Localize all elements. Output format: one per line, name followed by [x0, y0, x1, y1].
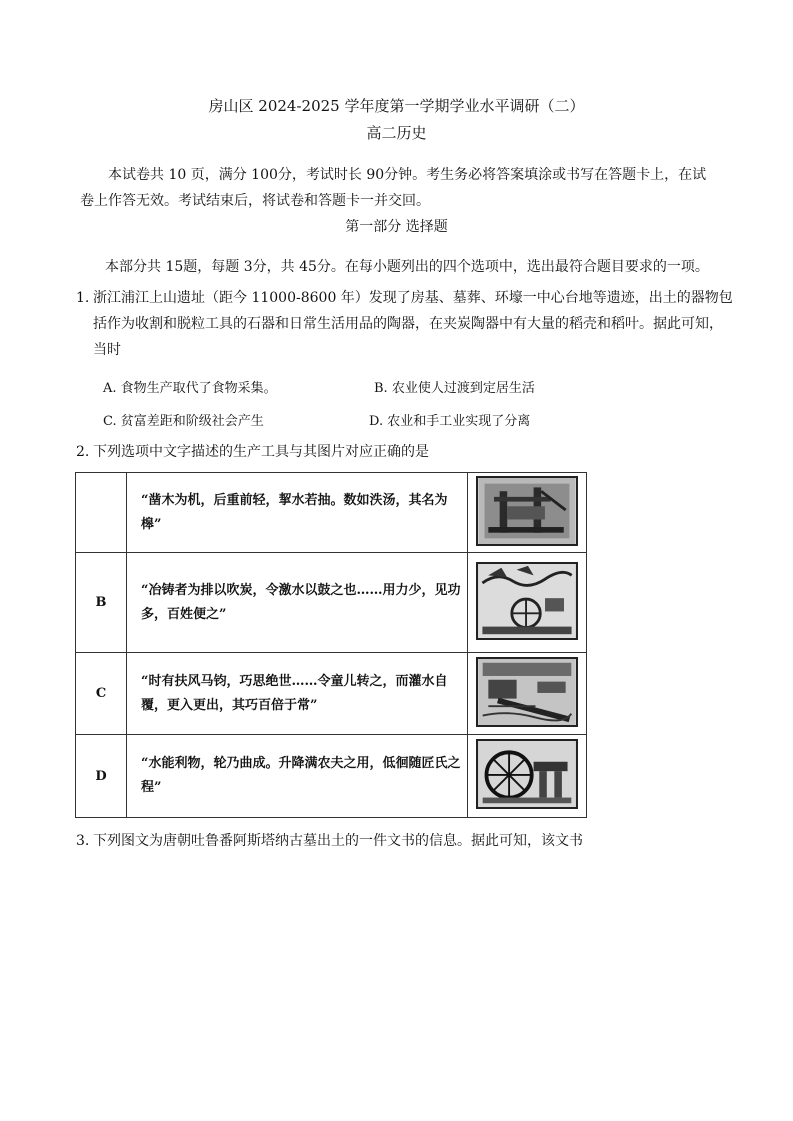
- row-quote: “时有扶风马钧，巧思绝世……令童儿转之，而灌水自覆，更入更出，其巧百倍于常”: [127, 653, 468, 735]
- water-bellows-picture: [476, 562, 578, 640]
- loom-illustration: [478, 478, 576, 544]
- exam-subject: 高二历史: [366, 124, 427, 142]
- waterwheel-picture: [476, 739, 578, 809]
- row-quote: “冶铸者为排以吹炭，令激水以鼓之也……用力少，见功多，百姓便之”: [127, 553, 468, 653]
- question-3-number: 3.: [76, 833, 90, 849]
- question-3: [76, 828, 736, 854]
- question-3-stem: 下列图文为唐朝吐鲁番阿斯塔纳古墓出土的一件文书的信息。据此可知，该文书: [93, 833, 583, 849]
- question-1: [76, 285, 736, 363]
- q1-option-a: A. 食物生产取代了食物采集。: [103, 381, 277, 396]
- q1-option-b: B. 农业使人过渡到定居生活: [374, 381, 535, 396]
- q1-option-d: D. 农业和手工业实现了分离: [369, 414, 531, 429]
- q1-option-c: C. 贫富差距和阶级社会产生: [103, 414, 264, 429]
- exam-title: 房山区 2024-2025 学年度第一学期学业水平调研（二）: [208, 97, 585, 115]
- q2-options-table: [75, 472, 587, 818]
- row-label: [76, 473, 127, 553]
- question-2-stem: 下列选项中文字描述的生产工具与其图片对应正确的是: [93, 444, 429, 460]
- row-label: B: [76, 553, 127, 653]
- table-row: [76, 473, 587, 553]
- table-row: [76, 553, 587, 653]
- square-pallet-pump-illustration: [478, 659, 576, 725]
- table-row: [76, 735, 587, 818]
- exam-instructions: 本试卷共 10 页，满分 100分，考试时长 90分钟。考生务必将答案填涂或书写在答题卡上，在试卷上作答无效。考试结束后，将试卷和答题卡一并交回。: [80, 167, 707, 209]
- question-1-number: 1.: [76, 290, 90, 306]
- loom-picture: [476, 476, 578, 546]
- row-quote: “水能利物，轮乃曲成。升降满农夫之用，低徊随匠氏之程”: [127, 735, 468, 818]
- water-bellows-illustration: [478, 564, 576, 638]
- part1-intro: 本部分共 15题，每题 3分，共 45分。在每小题列出的四个选项中，选出最符合题目要求的一项。: [105, 259, 709, 275]
- question-1-stem: 浙江浦江上山遗址（距今 11000-8600 年）发现了房基、墓葬、环壕一中心台地等遗迹，出土的器物包括作为收割和脱粒工具的石器和日常生活用品的陶器，在夹炭陶器中有大量的稻壳和稻叶。据此可知，当时: [93, 290, 733, 358]
- row-label: C: [76, 653, 127, 735]
- table-row: [76, 653, 587, 735]
- row-quote: “凿木为机，后重前轻，挈水若抽。数如泆汤，其名为槔”: [127, 473, 468, 553]
- square-pallet-pump-picture: [476, 657, 578, 727]
- waterwheel-illustration: [478, 741, 576, 807]
- question-2: [76, 439, 736, 465]
- part1-title: 第一部分 选择题: [345, 219, 448, 235]
- question-2-number: 2.: [76, 444, 90, 460]
- row-label: D: [76, 735, 127, 818]
